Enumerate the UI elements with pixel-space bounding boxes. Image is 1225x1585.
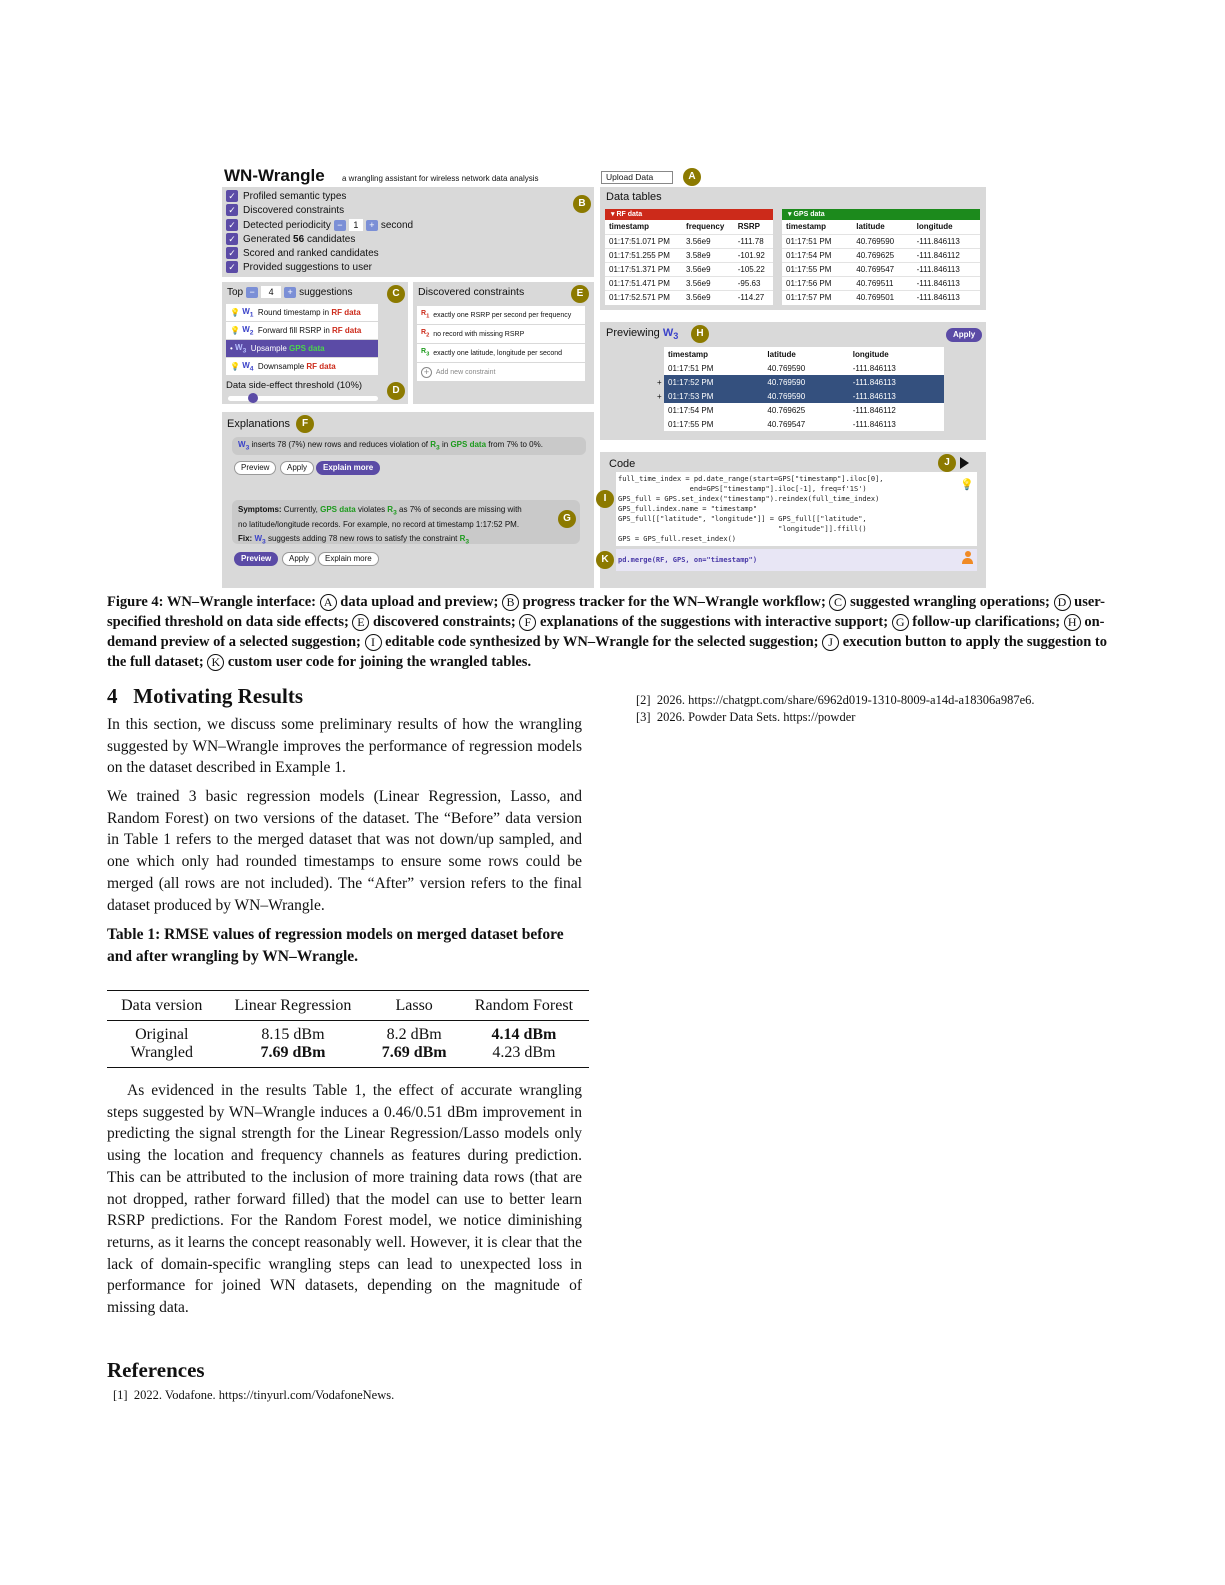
column-header: Data version [107,991,216,1021]
code-line: GPS_full[["latitude", "longitude"]] = GPS_full[["latitude", [618,515,867,523]
table-row: 01:17:51.471 PM 3.56e9 -95.63 [605,276,773,290]
table-row: Wrangled 7.69 dBm 7.69 dBm 4.23 dBm [107,1044,589,1068]
threshold-label: Data side-effect threshold (10%) [226,380,363,391]
badge-h: H [691,325,709,343]
data-tables-panel [600,187,986,310]
upload-data-button[interactable]: Upload Data [601,171,673,184]
reference-item: [2] 2026. https://chatgpt.com/share/6962d019-1310-8009-a14d-a18306a987e6. [636,693,1035,707]
checkbox-icon[interactable]: ✓ [226,219,238,231]
reference-item: [1] 2022. Vodafone. https://tinyurl.com/VodafoneNews. [113,1388,395,1402]
section-heading: 4 Motivating Results [107,684,303,708]
explain-more-button[interactable]: Explain more [318,552,379,566]
table-row: 01:17:54 PM 40.769625 -111.846112 [656,403,944,417]
decrement-button[interactable]: − [334,220,346,231]
user-icon [962,551,973,565]
preview-button[interactable]: Preview [234,461,276,475]
code-line: GPS = GPS_full.reset_index() [618,535,737,543]
code-line: end=GPS["timestamp"].iloc[-1], freq=f'1S') [618,485,867,493]
progress-item: ✓ Detected periodicity − 1 + second [226,218,413,232]
code-line: GPS_full.index.name = "timestamp" [618,505,758,513]
code-title: Code [609,458,636,470]
checkbox-icon[interactable]: ✓ [226,247,238,259]
column-header: Lasso [369,991,458,1021]
code-line: full_time_index = pd.date_range(start=GPS["timestamp"].iloc[0], [618,475,884,483]
table-row: 01:17:51 PM 40.769590 -111.846113 [782,234,980,248]
table-row: 01:17:51.255 PM 3.58e9 -101.92 [605,248,773,262]
checkbox-icon[interactable]: ✓ [226,261,238,273]
constraint-item[interactable]: $R_3$ exactly one latitude, longitude per second [417,344,585,362]
preview-button[interactable]: Preview [234,552,278,566]
suggestion-item-w3[interactable]: • $W_3$ Upsample GPS data [226,340,378,357]
progress-item: ✓ Generated 56 candidates [226,232,355,246]
code-editor[interactable] [616,472,977,546]
table-caption: Table 1: RMSE values of regression models on merged dataset before and after wrangling by WN–Wrangle. [107,926,564,965]
table-row: 01:17:54 PM 40.769625 -111.846112 [782,248,980,262]
constraint-item[interactable]: $R_2$ no record with missing RSRP [417,325,585,343]
suggestion-item-w4[interactable]: 💡 $W_4$ Downsample RF data [226,358,378,375]
table-row: Original 8.15 dBm 8.2 dBm 4.14 dBm [135,1026,557,1043]
add-constraint-button[interactable]: + Add new constraint [417,363,585,381]
progress-item: ✓ Profiled semantic types [226,189,346,203]
badge-k: K [596,551,614,569]
constraints-title: Discovered constraints [418,286,525,298]
inserted-row: + 01:17:52 PM 40.769590 -111.846113 [656,375,944,389]
follow-up-box: Symptoms: Currently, GPS data violates $R_3$ as 7% of seconds are missing with no latitude/longitude records. For example, no record at timestamp 1:17:52 PM. Fix: $W_3$ suggests adding 78 new rows to satisfy the constraint $R_3$ [232,500,580,544]
apply-button[interactable]: Apply [280,461,314,475]
plus-icon: + [421,367,432,378]
table-row: 01:17:57 PM 40.769501 -111.846113 [782,290,980,304]
app-subtitle: a wrangling assistant for wireless network data analysis [342,174,539,183]
constraints-panel [413,282,594,404]
preview-panel [600,322,986,440]
table-row: 01:17:55 PM 40.769547 -111.846113 [782,262,980,276]
paragraph-2: We trained 3 basic regression models (Linear Regression, Lasso, and Random Forest) on two versions of the dataset. The “Before” data version in Table 1 refers to the merged dataset that was not down/up sampled, and one which only had rounded timestamps to ensure some rows could be merged (all rows are not included). The “After” version refers to the final dataset produced by WN–Wrangle. [107,788,582,914]
increment-button[interactable]: + [284,287,296,298]
figure-4 [222,162,998,590]
paragraph-1: In this section, we discuss some preliminary results of how the wrangling suggested by WN–Wrangle improves the performance of regression models on the dataset described in Example 1. [107,716,582,777]
table-row: 01:17:51 PM 40.769590 -111.846113 [656,361,944,375]
run-icon[interactable] [960,457,969,469]
table-row: 01:17:51.071 PM 3.56e9 -111.78 [605,234,773,248]
preview-title: Previewing $W_3$ [606,327,679,342]
checkbox-icon[interactable]: ✓ [226,233,238,245]
decrement-button[interactable]: − [246,287,258,298]
table-row: 01:17:56 PM 40.769511 -111.846113 [782,276,980,290]
column-header: Linear Regression [216,991,369,1021]
gps-table-header[interactable]: ▾ GPS data [782,209,980,220]
badge-g: G [558,510,576,528]
badge-f: F [296,415,314,433]
suggestion-item-w2[interactable]: 💡 $W_2$ Forward fill RSRP in RF data [226,322,378,339]
code-panel [600,452,986,588]
progress-item: ✓ Provided suggestions to user [226,260,372,274]
figure-caption: Figure 4: WN–Wrangle interface: A data upload and preview; B progress tracker for the WN–Wrangle workflow; C suggested wrangling operations; D user-specified threshold on data side effects; E discovered constraints; F explanations of the suggestions with interactive support; G follow-up clarifications; H on-demand preview of a selected suggestion; I editable code synthesized by WN–Wrangle for the selected suggestion; J execution button to apply the suggestion to the full dataset; K custom user code for joining the wrangled tables. [107,594,1107,670]
periodicity-value[interactable]: 1 [349,219,363,231]
progress-item: ✓ Scored and ranked candidates [226,246,379,260]
badge-c: C [387,285,405,303]
app-title: WN-Wrangle [224,166,325,185]
paragraph-3: As evidenced in the results Table 1, the effect of accurate wrangling steps suggested by WN–Wrangle induces a 0.46/0.51 dBm improvement in predicting the signal strength for the Linear Regression/Lasso models only using the location and frequency channels as features during prediction. This can be attributed to the inclusion of more training data rows (that are not dropped, rather forward filled) that the model can use to better learn RSRP predictions. For the Random Forest model, we notice diminishing returns, as it learns the concept reasonably well. However, it is clear that the lack of domain-specific wrangling steps can lead to unexpected loss in performance for joined WN datasets, depending on the magnitude of missing data. [107,1082,582,1317]
explain-more-button[interactable]: Explain more [316,461,380,475]
checkbox-icon[interactable]: ✓ [226,190,238,202]
progress-panel [222,187,594,277]
progress-item: ✓ Discovered constraints [226,203,344,217]
suggestion-item-w1[interactable]: 💡 $W_1$ Round timestamp in RF data [226,304,378,321]
top-suggestions-control: Top − 4 + suggestions [227,287,353,298]
code-line: "longitude"]].ffill() [618,525,867,533]
badge-a: A [683,168,701,186]
explanations-title: Explanations [227,418,290,430]
user-code-line: pd.merge(RF, GPS, on="timestamp") [618,556,758,564]
apply-button[interactable]: Apply [282,552,316,566]
slider-handle[interactable] [248,393,258,403]
user-code-editor[interactable] [616,549,977,571]
badge-i: I [596,490,614,508]
rf-table: ▾ RF data timestamp frequency RSRP 01:17:51.071 PM 3.56e9 -111.78 01:17:51.255 PM 3.58e9 -101.92 01:17:51.371 PM 3.56e9 -105.22 01:17:51.471 PM 3.56e9 -95.63 01:17:52.571 PM 3.56e9 -114.27 [605,209,773,305]
rf-table-header[interactable]: ▾ RF data [605,209,773,220]
references-heading: References [107,1358,205,1382]
lightbulb-icon: 💡 [960,479,974,491]
table-row: 01:17:55 PM 40.769547 -111.846113 [656,417,944,431]
results-table [107,990,589,1068]
reference-item: [3] 2026. Powder Data Sets. https://powder [636,710,856,724]
suggestions-panel [222,282,408,404]
increment-button[interactable]: + [366,220,378,231]
explanation-summary: $W_3$ inserts 78 (7%) new rows and reduces violation of $R_3$ in GPS data from 7% to 0%. [232,437,586,455]
data-tables-title: Data tables [606,191,662,203]
apply-button[interactable]: Apply [946,328,982,342]
code-line: GPS_full = GPS.set_index("timestamp").reindex(full_time_index) [618,495,880,503]
inserted-row: + 01:17:53 PM 40.769590 -111.846113 [656,389,944,403]
constraint-item[interactable]: $R_1$ exactly one RSRP per second per frequency [417,306,585,324]
checkbox-icon[interactable]: ✓ [226,204,238,216]
badge-j: J [938,454,956,472]
table-row: 01:17:52.571 PM 3.56e9 -114.27 [605,290,773,304]
column-header: Random Forest [459,991,589,1021]
preview-table: timestamp latitude longitude 01:17:51 PM 40.769590 -111.846113 + 01:17:52 PM 40.769590 -111.846113 + 01:17:53 PM 40.769590 -111.846113 01:17:54 PM 40.769625 -111.846112 01:17:55 PM 40.769547 -111.846113 [656,347,944,431]
gps-table: ▾ GPS data timestamp latitude longitude 01:17:51 PM 40.769590 -111.846113 01:17:54 PM 40.769625 -111.846112 01:17:55 PM 40.769547 -111.846113 01:17:56 PM 40.769511 -111.846113 01:17:57 PM 40.769501 -111.846113 [782,209,980,305]
table-row: 01:17:51.371 PM 3.56e9 -105.22 [605,262,773,276]
badge-d: D [387,382,405,400]
badge-e: E [571,285,589,303]
explanations-panel [222,412,594,588]
badge-b: B [573,195,591,213]
